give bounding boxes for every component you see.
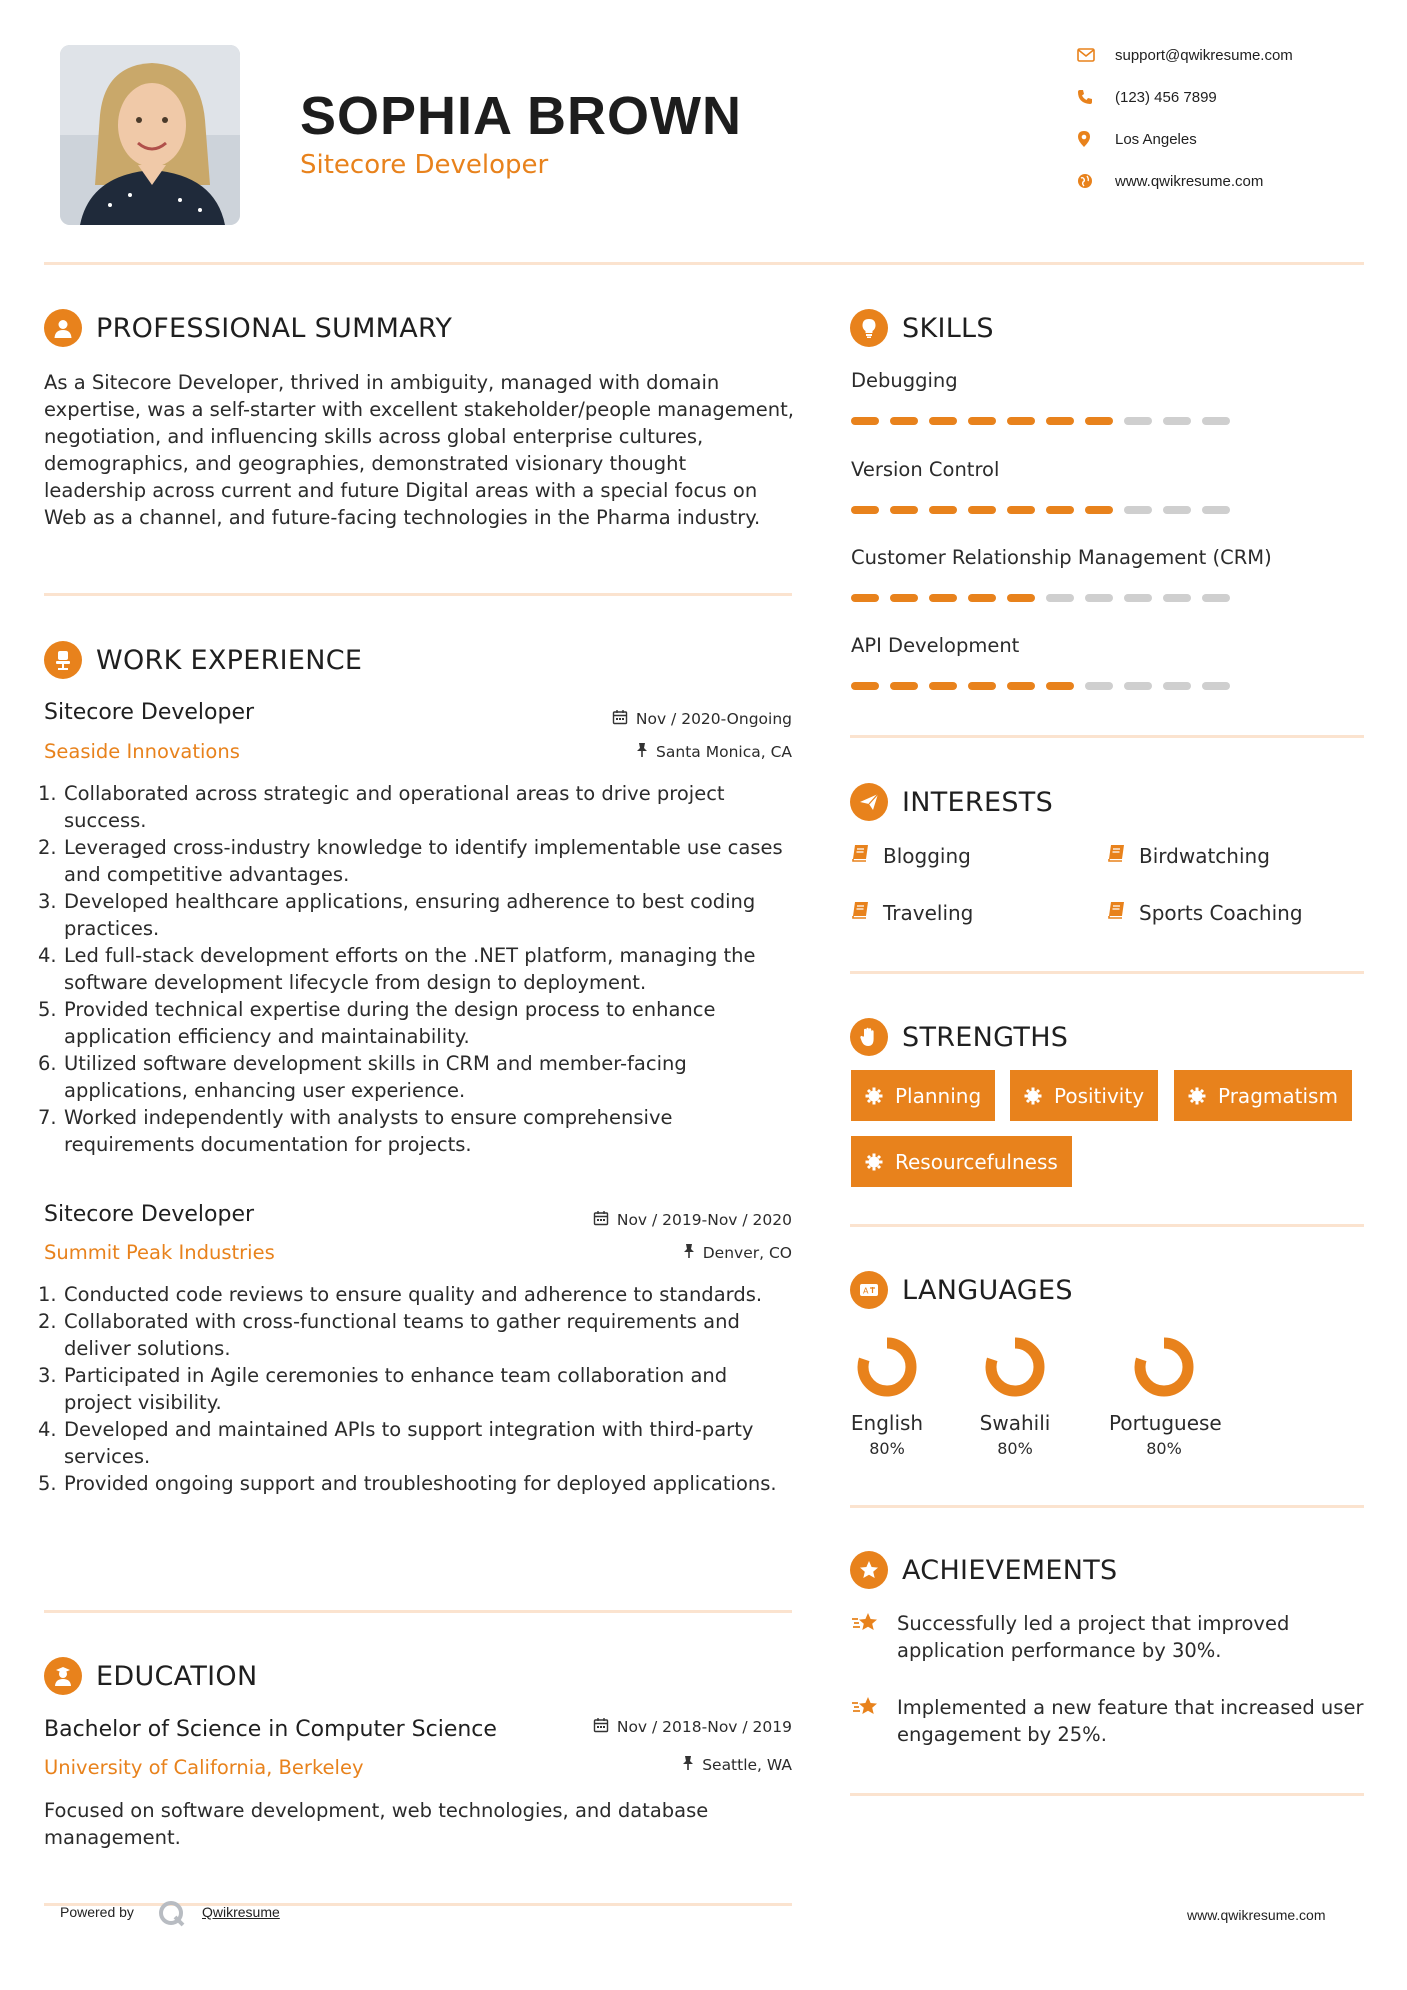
interest-label: Blogging	[883, 843, 971, 868]
contact-website[interactable]	[1075, 166, 1395, 196]
education-degree: Bachelor of Science in Computer Science	[44, 1717, 497, 1742]
languages-divider	[850, 1505, 1364, 1508]
skill-dash-empty	[1124, 594, 1152, 602]
education-dates	[500, 1717, 792, 1737]
strengths-heading: STRENGTHS	[902, 1021, 1069, 1053]
skills-divider	[850, 735, 1364, 738]
pushpin-icon	[682, 1755, 694, 1775]
strength-label: Resourcefulness	[895, 1149, 1058, 1174]
job-2-location-text: Denver, CO	[702, 1244, 792, 1262]
pushpin-icon	[636, 742, 648, 762]
skill-dash-empty	[1163, 417, 1191, 425]
strength-label: Pragmatism	[1218, 1083, 1338, 1108]
skill-meter	[851, 417, 1230, 425]
experience-heading: WORK EXPERIENCE	[96, 644, 363, 676]
strengths-divider	[850, 1224, 1364, 1227]
contact-phone[interactable]	[1075, 82, 1395, 112]
skill-dash-filled	[851, 417, 879, 425]
skill-dash-filled	[1007, 417, 1035, 425]
skill-dash-filled	[1046, 417, 1074, 425]
job-2-dates	[500, 1210, 792, 1230]
section-heading-skills	[850, 308, 994, 348]
strength-chip	[1174, 1070, 1352, 1121]
skill-dash-filled	[929, 506, 957, 514]
skill-dash-filled	[851, 506, 879, 514]
contact-location-text: Los Angeles	[1115, 130, 1197, 148]
strength-chip	[1010, 1070, 1158, 1121]
skill-name: Customer Relationship Management (CRM)	[851, 546, 1272, 569]
header-divider	[44, 262, 1364, 265]
experience-divider	[44, 1610, 792, 1613]
user-icon	[44, 309, 82, 347]
skill-dash-empty	[1202, 682, 1230, 690]
language-item	[960, 1335, 1070, 1458]
calendar-icon	[593, 1717, 609, 1737]
section-heading-languages	[850, 1270, 1073, 1310]
skill-dash-empty	[1124, 417, 1152, 425]
summary-heading: PROFESSIONAL SUMMARY	[96, 312, 453, 344]
job-1-dates-text: Nov / 2020-Ongoing	[635, 710, 792, 728]
list-item: 4. Led full-stack development efforts on the .NET platform, managing the software development lifecycle from design to deployment.	[38, 944, 756, 994]
skill-dash-empty	[1124, 682, 1152, 690]
star-badge-icon	[850, 1551, 888, 1589]
candidate-name: SOPHIA BROWN	[300, 86, 742, 146]
interest-item	[851, 900, 973, 925]
qwikresume-link[interactable]: Qwikresume	[202, 1904, 280, 1920]
interest-item	[1107, 843, 1270, 868]
calendar-icon	[593, 1210, 609, 1230]
contact-email-text: support@qwikresume.com	[1115, 46, 1293, 64]
profile-photo	[60, 45, 240, 225]
strength-label: Positivity	[1054, 1083, 1145, 1108]
language-name: Portuguese	[1109, 1411, 1222, 1435]
skill-dash-filled	[1085, 417, 1113, 425]
language-item	[1109, 1335, 1222, 1458]
summary-divider	[44, 593, 792, 596]
language-ring	[855, 1335, 919, 1399]
skill-dash-filled	[851, 594, 879, 602]
list-item: 4. Developed and maintained APIs to support integration with third-party services.	[38, 1418, 754, 1468]
education-heading: EDUCATION	[96, 1660, 258, 1692]
svg-text:A: A	[863, 1286, 869, 1296]
book-icon	[1107, 843, 1127, 868]
skill-meter	[851, 682, 1230, 690]
language-item	[832, 1335, 942, 1458]
paper-plane-icon	[850, 783, 888, 821]
skill-dash-filled	[968, 594, 996, 602]
trophy-star-icon	[851, 1694, 881, 1726]
job-2-duties	[38, 1281, 798, 1497]
contact-email[interactable]	[1075, 40, 1395, 70]
job-2-role: Sitecore Developer	[44, 1202, 255, 1227]
achievement-item	[851, 1610, 1364, 1664]
education-location	[500, 1755, 792, 1775]
section-heading-interests	[850, 782, 1053, 822]
trophy-star-icon	[851, 1610, 881, 1642]
strength-chip	[851, 1070, 995, 1121]
skill-dash-empty	[1085, 594, 1113, 602]
list-item: 1. Collaborated across strategic and operational areas to drive project success.	[38, 782, 725, 832]
contact-phone-text: (123) 456 7899	[1115, 88, 1217, 106]
section-heading-experience	[44, 640, 362, 680]
interest-label: Sports Coaching	[1139, 900, 1303, 925]
language-icon	[850, 1271, 888, 1309]
education-school: University of California, Berkeley	[44, 1756, 364, 1779]
skill-dash-filled	[929, 417, 957, 425]
contact-location	[1075, 124, 1395, 154]
list-item: 5. Provided technical expertise during the design process to enhance application efficiency and maintainability.	[38, 998, 716, 1048]
graduate-icon	[44, 1657, 82, 1695]
chair-icon	[44, 641, 82, 679]
skill-dash-empty	[1163, 594, 1191, 602]
skill-dash-filled	[890, 506, 918, 514]
map-pin-icon	[1075, 130, 1115, 148]
language-name: English	[850, 1411, 924, 1435]
language-name: Swahili	[979, 1411, 1051, 1435]
job-1-dates	[500, 709, 792, 729]
qwikresume-logo-icon	[157, 1899, 187, 1933]
skill-dash-filled	[1007, 682, 1035, 690]
education-location-text: Seattle, WA	[702, 1756, 792, 1774]
skill-dash-filled	[1007, 506, 1035, 514]
book-icon	[851, 843, 871, 868]
powered-by-label: Powered by	[60, 1904, 134, 1920]
skill-dash-empty	[1046, 594, 1074, 602]
job-2-company: Summit Peak Industries	[44, 1241, 275, 1264]
book-icon	[1107, 900, 1127, 925]
lightbulb-icon	[850, 309, 888, 347]
list-item: 1. Conducted code reviews to ensure quality and adherence to standards.	[38, 1283, 763, 1306]
language-ring	[1132, 1335, 1196, 1399]
skill-dash-filled	[890, 682, 918, 690]
globe-icon	[1075, 173, 1115, 189]
interests-heading: INTERESTS	[902, 786, 1054, 818]
section-heading-education	[44, 1656, 257, 1696]
interest-item	[1107, 900, 1303, 925]
job-2-dates-text: Nov / 2019-Nov / 2020	[616, 1211, 792, 1229]
language-ring-arc	[1140, 1343, 1188, 1391]
gear-icon	[865, 1087, 883, 1105]
footer-site-link[interactable]: www.qwikresume.com	[1187, 1907, 1326, 1923]
skill-name: API Development	[851, 634, 1020, 657]
skill-dash-empty	[1163, 506, 1191, 514]
education-dates-text: Nov / 2018-Nov / 2019	[616, 1718, 792, 1736]
section-heading-achievements	[850, 1550, 1118, 1590]
language-ring-arc	[863, 1343, 911, 1391]
list-item: 3. Participated in Agile ceremonies to enhance team collaboration and project visibility.	[38, 1364, 728, 1414]
gear-icon	[865, 1153, 883, 1171]
book-icon	[851, 900, 871, 925]
list-item: 6. Utilized software development skills in CRM and member-facing applications, enhancing user experience.	[38, 1052, 687, 1102]
skill-dash-filled	[929, 594, 957, 602]
achievements-divider	[850, 1793, 1364, 1796]
language-level: 80%	[1146, 1439, 1182, 1458]
skill-dash-filled	[1085, 506, 1113, 514]
interests-divider	[850, 971, 1364, 974]
skill-dash-empty	[1163, 682, 1191, 690]
language-level: 80%	[997, 1439, 1033, 1458]
skill-dash-empty	[1124, 506, 1152, 514]
skill-dash-empty	[1202, 417, 1230, 425]
skill-name: Debugging	[851, 369, 958, 392]
skill-meter	[851, 594, 1230, 602]
envelope-icon	[1075, 48, 1115, 62]
language-level: 80%	[869, 1439, 905, 1458]
list-item: 2. Leveraged cross-industry knowledge to identify implementable use cases and competitive advantages.	[38, 836, 783, 886]
strength-label: Planning	[895, 1083, 982, 1108]
skill-dash-filled	[1007, 594, 1035, 602]
language-ring	[983, 1335, 1047, 1399]
list-item: 7. Worked independently with analysts to ensure comprehensive requirements documentation for projects.	[38, 1106, 673, 1156]
skill-dash-filled	[890, 594, 918, 602]
languages-heading: LANGUAGES	[902, 1274, 1073, 1306]
pushpin-icon	[683, 1243, 695, 1263]
achievement-text: Successfully led a project that improved application performance by 30%.	[897, 1612, 1290, 1662]
job-1-location-text: Santa Monica, CA	[656, 743, 792, 761]
achievement-text: Implemented a new feature that increased user engagement by 25%.	[897, 1696, 1364, 1746]
section-heading-strengths	[850, 1017, 1068, 1057]
education-description: Focused on software development, web technologies, and database management.	[44, 1799, 709, 1849]
interest-label: Birdwatching	[1139, 843, 1270, 868]
job-1-duties	[38, 780, 798, 1158]
skill-dash-empty	[1202, 594, 1230, 602]
job-1-location	[500, 742, 792, 762]
skills-heading: SKILLS	[902, 312, 994, 344]
skill-dash-filled	[890, 417, 918, 425]
skill-dash-filled	[968, 682, 996, 690]
achievement-item	[851, 1694, 1364, 1748]
gear-icon	[1188, 1087, 1206, 1105]
hand-icon	[850, 1018, 888, 1056]
list-item: 5. Provided ongoing support and troubleshooting for deployed applications.	[38, 1472, 777, 1495]
calendar-icon	[612, 709, 628, 729]
skill-dash-filled	[968, 417, 996, 425]
skill-name: Version Control	[851, 458, 1000, 481]
summary-text: As a Sitecore Developer, thrived in ambiguity, managed with domain expertise, was a self-starter with excellent stakeholder/people management, negotiation, and influencing skills across global enterprise cultures, demographics, and geographies, demonstrated visionary thought leadership across current and future Digital areas with a special focus on Web as a channel, and future-facing technologies in the Pharma industry.	[44, 371, 794, 529]
skill-dash-filled	[1046, 682, 1074, 690]
job-1-company: Seaside Innovations	[44, 740, 240, 763]
skill-meter	[851, 506, 1230, 514]
contact-website-text: www.qwikresume.com	[1115, 172, 1264, 190]
interest-item	[851, 843, 971, 868]
job-2-location	[500, 1243, 792, 1263]
gear-icon	[1024, 1087, 1042, 1105]
strength-chip	[851, 1136, 1072, 1187]
skill-dash-filled	[1046, 506, 1074, 514]
skill-dash-filled	[851, 682, 879, 690]
list-item: 3. Developed healthcare applications, ensuring adherence to best coding practices.	[38, 890, 756, 940]
achievements-heading: ACHIEVEMENTS	[902, 1554, 1118, 1586]
section-heading-summary	[44, 308, 452, 348]
interest-label: Traveling	[883, 900, 974, 925]
skill-dash-empty	[1202, 506, 1230, 514]
skill-dash-filled	[968, 506, 996, 514]
skill-dash-empty	[1085, 682, 1113, 690]
list-item: 2. Collaborated with cross-functional teams to gather requirements and deliver solutions.	[38, 1310, 740, 1360]
language-ring-arc	[991, 1343, 1039, 1391]
candidate-title: Sitecore Developer	[300, 150, 549, 180]
phone-icon	[1075, 89, 1115, 105]
skill-dash-filled	[929, 682, 957, 690]
job-1-role: Sitecore Developer	[44, 700, 255, 725]
